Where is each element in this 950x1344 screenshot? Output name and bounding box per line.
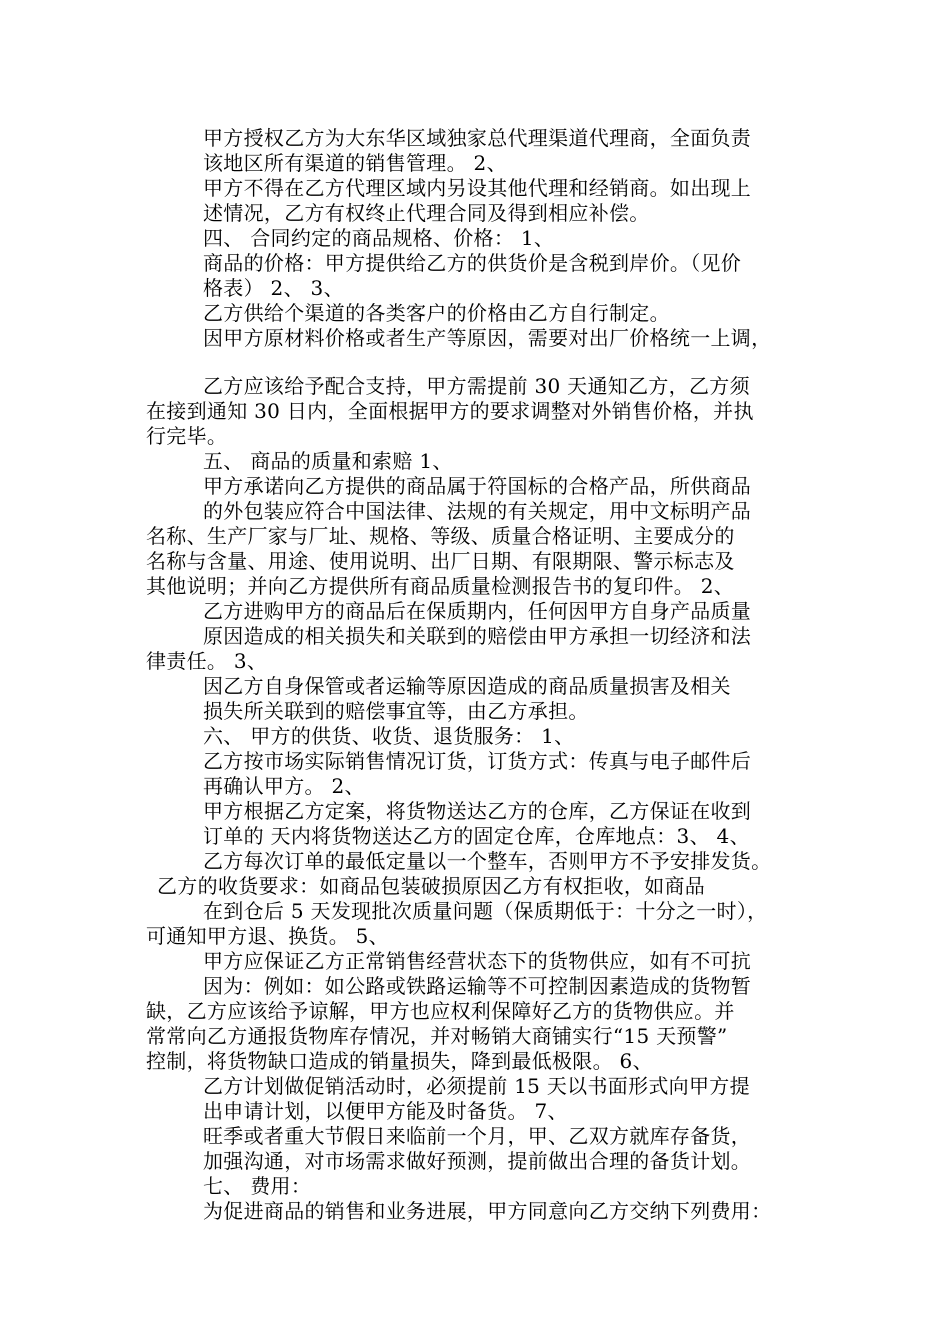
text-line: 格表） 2、 3、	[203, 276, 344, 300]
section-heading: 七、 费用：	[203, 1174, 312, 1198]
text-line: 缺，乙方应该给予谅解，甲方也应权利保障好乙方的货物供应。并	[146, 999, 735, 1023]
text-line: 乙方应该给予配合支持，甲方需提前 30 天通知乙方，乙方须	[203, 374, 750, 398]
text-line: 甲方承诺向乙方提供的商品属于符国标的合格产品，所供商品	[203, 474, 752, 498]
text-line: 加强沟通，对市场需求做好预测，提前做出合理的备货计划。	[203, 1149, 752, 1173]
text-line: 甲方授权乙方为大东华区域独家总代理渠道代理商，全面负责	[203, 126, 752, 150]
text-line: 的外包装应符合中国法律、法规的有关规定，用中文标明产品	[203, 499, 752, 523]
text-line: 述情况，乙方有权终止代理合同及得到相应补偿。	[203, 201, 650, 225]
text-line: 乙方进购甲方的商品后在保质期内，任何因甲方自身产品质量	[203, 599, 752, 623]
text-line: 行完毕。	[146, 424, 228, 448]
text-line: 原因造成的相关损失和关联到的赔偿由甲方承担一切经济和法	[203, 624, 752, 648]
text-line: 律责任。 3、	[146, 649, 268, 673]
text-line: 为促进商品的销售和业务进展，甲方同意向乙方交纳下列费用：	[203, 1199, 772, 1223]
text-line: 因甲方原材料价格或者生产等原因，需要对出厂价格统一上调，	[203, 326, 772, 350]
text-line: 订单的 天内将货物送达乙方的固定仓库，仓库地点：3、 4、	[203, 824, 750, 848]
text-line: 乙方计划做促销活动时，必须提前 15 天以书面形式向甲方提	[203, 1074, 750, 1098]
text-line: 乙方的收货要求：如商品包装破损原因乙方有权拒收，如商品	[157, 874, 706, 898]
section-heading: 四、 合同约定的商品规格、价格： 1、	[203, 226, 555, 250]
text-line: 该地区所有渠道的销售管理。 2、	[203, 151, 507, 175]
text-line: 乙方供给个渠道的各类客户的价格由乙方自行制定。	[203, 301, 670, 325]
text-line: 在接到通知 30 日内，全面根据甲方的要求调整对外销售价格，并执	[146, 399, 754, 423]
text-line: 常常向乙方通报货物库存情况，并对畅销大商铺实行“15 天预警”	[146, 1024, 728, 1048]
section-heading: 六、 甲方的供货、收货、退货服务： 1、	[203, 724, 575, 748]
text-line: 乙方按市场实际销售情况订货，订货方式：传真与电子邮件后	[203, 749, 752, 773]
text-line: 在到仓后 5 天发现批次质量问题（保质期低于：十分之一时），	[203, 899, 768, 923]
section-heading: 五、 商品的质量和索赔 1、	[203, 449, 453, 473]
text-line: 损失所关联到的赔偿事宜等，由乙方承担。	[203, 699, 589, 723]
text-line: 可通知甲方退、换货。 5、	[146, 924, 389, 948]
text-line: 旺季或者重大节假日来临前一个月，甲、乙双方就库存备货，	[203, 1124, 752, 1148]
text-line: 甲方根据乙方定案，将货物送达乙方的仓库，乙方保证在收到	[203, 799, 752, 823]
text-line: 再确认甲方。 2、	[203, 774, 365, 798]
text-line: 甲方不得在乙方代理区域内另设其他代理和经销商。如出现上	[203, 176, 752, 200]
text-line: 控制，将货物缺口造成的销量损失，降到最低极限。 6、	[146, 1049, 653, 1073]
text-line: 商品的价格：甲方提供给乙方的供货价是含税到岸价。（见价	[203, 251, 742, 275]
text-line: 其他说明；并向乙方提供所有商品质量检测报告书的复印件。 2、	[146, 574, 735, 598]
text-line: 乙方每次订单的最低定量以一个整车，否则甲方不予安排发货。	[203, 849, 772, 873]
text-line: 因乙方自身保管或者运输等原因造成的商品质量损害及相关	[203, 674, 731, 698]
text-line: 甲方应保证乙方正常销售经营状态下的货物供应，如有不可抗	[203, 949, 752, 973]
text-line: 名称与含量、用途、使用说明、出厂日期、有限期限、警示标志及	[146, 549, 735, 573]
text-line: 出申请计划，以便甲方能及时备货。 7、	[203, 1099, 568, 1123]
text-line: 名称、生产厂家与厂址、规格、等级、质量合格证明、主要成分的	[146, 524, 735, 548]
text-line: 因为：例如：如公路或铁路运输等不可控制因素造成的货物暂	[203, 974, 752, 998]
